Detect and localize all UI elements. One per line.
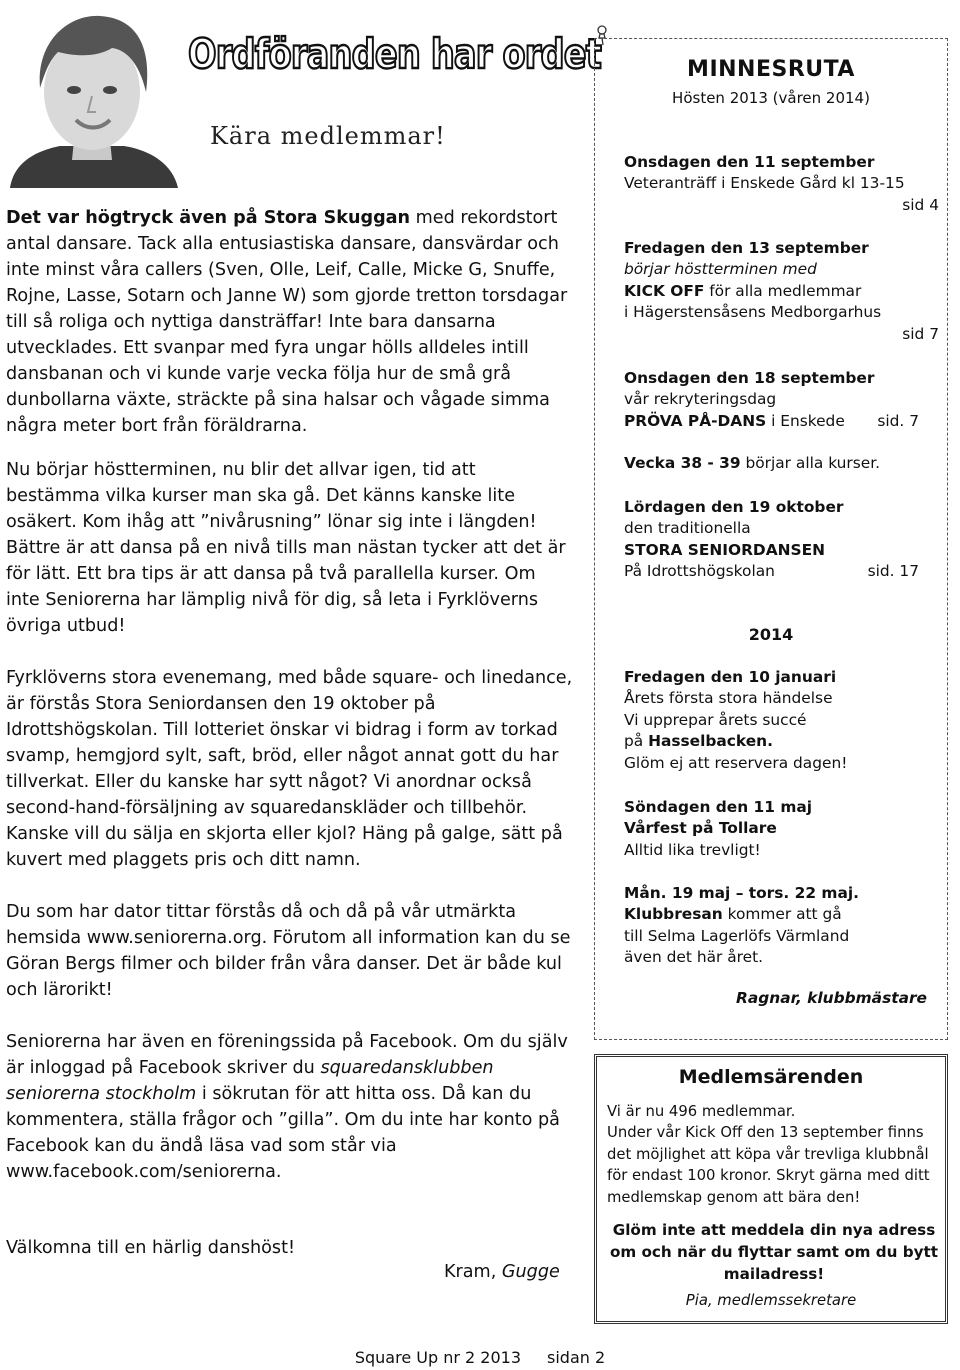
page-number: sidan 2 [547,1348,606,1367]
event-page: sid 7 [902,324,939,343]
event-text: i Enskede [766,411,845,430]
event-date: Mån. 19 maj – tors. 22 maj. [624,884,859,902]
event-text: på [624,732,649,751]
event-kurser [624,453,939,474]
facebook-search-term: squaredansklubben seniorerna stockholm [6,1058,494,1104]
event-text: Vi upprepar årets succé [624,710,807,729]
event-text: vår rekryteringsdag [624,390,777,409]
article-body [6,205,574,1203]
paragraph-5-text-2: i sökrutan för att hitta oss. Då kan du kommentera, ställa frågor och ”gilla”. Om du inte har konto på Facebook kan du ändå läsa vad som står via www.facebook.com/seniorerna. [6,1084,560,1182]
minnesruta-signature: Ragnar, klubbmästare [736,989,927,1007]
event-text: till Selma Lagerlöfs Värmland [624,926,850,945]
member-pin-info: Under vår Kick Off den 13 september finns det möjlighet att köpa vår trevliga klubbnål för endast 100 kronor. Skryt gärna med ditt medlemskap genom att bära den! [607,1124,930,1206]
event-text: På Idrottshögskolan [624,562,775,581]
event-text: den traditionella [624,519,751,538]
event-highlight: PRÖVA PÅ-DANS [624,411,767,430]
medlemsarenden-signature: Pia, medlemssekretare [685,1292,857,1309]
event-prova-pa [624,368,939,432]
event-highlight: STORA SENIORDANSEN [624,540,825,559]
minnesruta-box [594,38,948,1040]
event-page: sid 4 [902,195,939,214]
lead-bold: Det var högtryck även på Stora Skuggan [6,208,411,228]
event-highlight: Klubbresan [624,905,723,924]
event-date: Onsdagen den 11 september [624,153,875,171]
paragraph-4: Du som har dator tittar förstås då och då på vår utmärkta hemsida www.seniorerna.org. Förutom all information kan du se Göran Bergs filmer och bilder från våra danser. Det är både kul och lärorikt! [6,902,571,1000]
event-page: sid. 7 [877,411,919,430]
event-highlight: Vårfest på Tollare [624,819,777,838]
event-kick-off [624,238,939,345]
event-text: Årets första stora händelse [624,689,833,708]
event-text: Glöm ej att reservera dagen! [624,753,848,772]
kram-name: Gugge [501,1262,560,1282]
paragraph-3: Fyrklöverns stora evenemang, med både square- och linedance, är förstås Stora Seniordansen den 19 oktober på Idrottshögskolan. Till lotteriet önskar vi bidrag i form av torkad svamp, hemgjord sylt, saft, bröd, eller något annat gott du har tillverkat. Eller du kanske har sytt något? Vi anordnar också second-hand-försäljning av squaredanskläder och tillbehör. Kanske vill du sälja en skjorta eller kjol? Häng på galge, sätt på kuvert med plaggets pris och ditt namn. [6,668,573,870]
event-date: Söndagen den 11 maj [624,798,813,816]
event-highlight: KICK OFF [624,281,705,300]
year-heading: 2014 [748,625,794,644]
greeting: Kära medlemmar! [210,122,446,150]
event-date: Lördagen den 19 oktober [624,498,844,516]
event-week: Vecka 38 - 39 [624,454,741,472]
event-page: sid. 17 [867,562,919,581]
paragraph-1-text: med rekordstort antal dansare. Tack alla entusiastiska dansare, dansvärdar och inte minst våra callers (Sven, Olle, Leif, Calle, Micke G, Snuffe, Rojne, Lasse, Sotarn och Janne W) som gjorde tretton torsdagar till så roliga och nyttiga dansträffar! Inte bara dansarna utvecklades. Ett svanpar med fyra ungar hölls alldeles intill dansbanan och vi kunde varje vecka följa hur de små grå dunbollarna växte, sträckte på sina halsar och vågade simma några meter bort från föräldrarna. [6,208,568,436]
event-text: börjar höstterminen med [624,260,817,279]
event-klubbresan [624,883,939,969]
event-varfest [624,797,939,861]
event-date: Fredagen den 13 september [624,239,869,257]
event-text: Alltid lika trevligt! [624,840,761,859]
event-date: Onsdagen den 18 september [624,369,875,387]
paragraph-5 [6,1029,574,1185]
event-text: även det här året. [624,948,764,967]
event-veterantraff [624,152,939,216]
minnesruta-subtitle: Hösten 2013 (våren 2014) [672,89,870,107]
kram-signature [444,1262,560,1282]
event-hasselbacken [624,667,939,774]
event-highlight: Hasselbacken. [648,732,773,751]
event-text: kommer att gå [722,905,842,924]
event-date: Fredagen den 10 januari [624,668,837,686]
event-text: Veteranträff i Enskede Gård kl 13-15 [624,174,905,193]
address-reminder: Glöm inte att meddela din nya adress om och när du flyttar samt om du bytt mailadress! [609,1221,939,1283]
event-stora-seniordansen [624,497,939,583]
paragraph-5-text-1: Seniorerna har även en föreningssida på Facebook. Om du själv är inloggad på Facebook skriver du [6,1032,568,1078]
medlemsarenden-body [607,1101,947,1208]
kram-text: Kram, [444,1262,502,1282]
signoff: Välkomna till en härlig danshöst! [6,1238,296,1258]
event-text: i Hägerstensåsens Medborgarhus [624,303,882,322]
page-footer [0,1348,960,1367]
publication-name: Square Up nr 2 2013 [354,1348,521,1367]
paragraph-1 [6,205,574,439]
medlemsarenden-title: Medlemsärenden [678,1066,864,1088]
paragraph-2: Nu börjar höstterminen, nu blir det allvar igen, tid att bestämma vilka kurser man ska gå. Det känns kanske lite osäkert. Kom ihåg att ”nivårusning” lönar sig inte i längden! Bättre är att dansa på en nivå tills man nästan tycker att det är för lätt. Ett bra tips är att dansa på två parallella kurser. Om inte Seniorerna har lämplig nivå för dig, så leta i Fyrklöverns övriga utbud! [6,460,566,636]
medlemsarenden-box [594,1054,948,1324]
member-count: Vi är nu 496 medlemmar. [607,1103,796,1120]
event-text: för alla medlemmar [704,281,862,300]
masthead-title: Ordföranden har ordet [188,30,601,78]
chairperson-portrait [0,0,185,188]
minnesruta-title: MINNESRUTA [687,57,855,82]
event-text: börjar alla kurser. [740,454,881,472]
